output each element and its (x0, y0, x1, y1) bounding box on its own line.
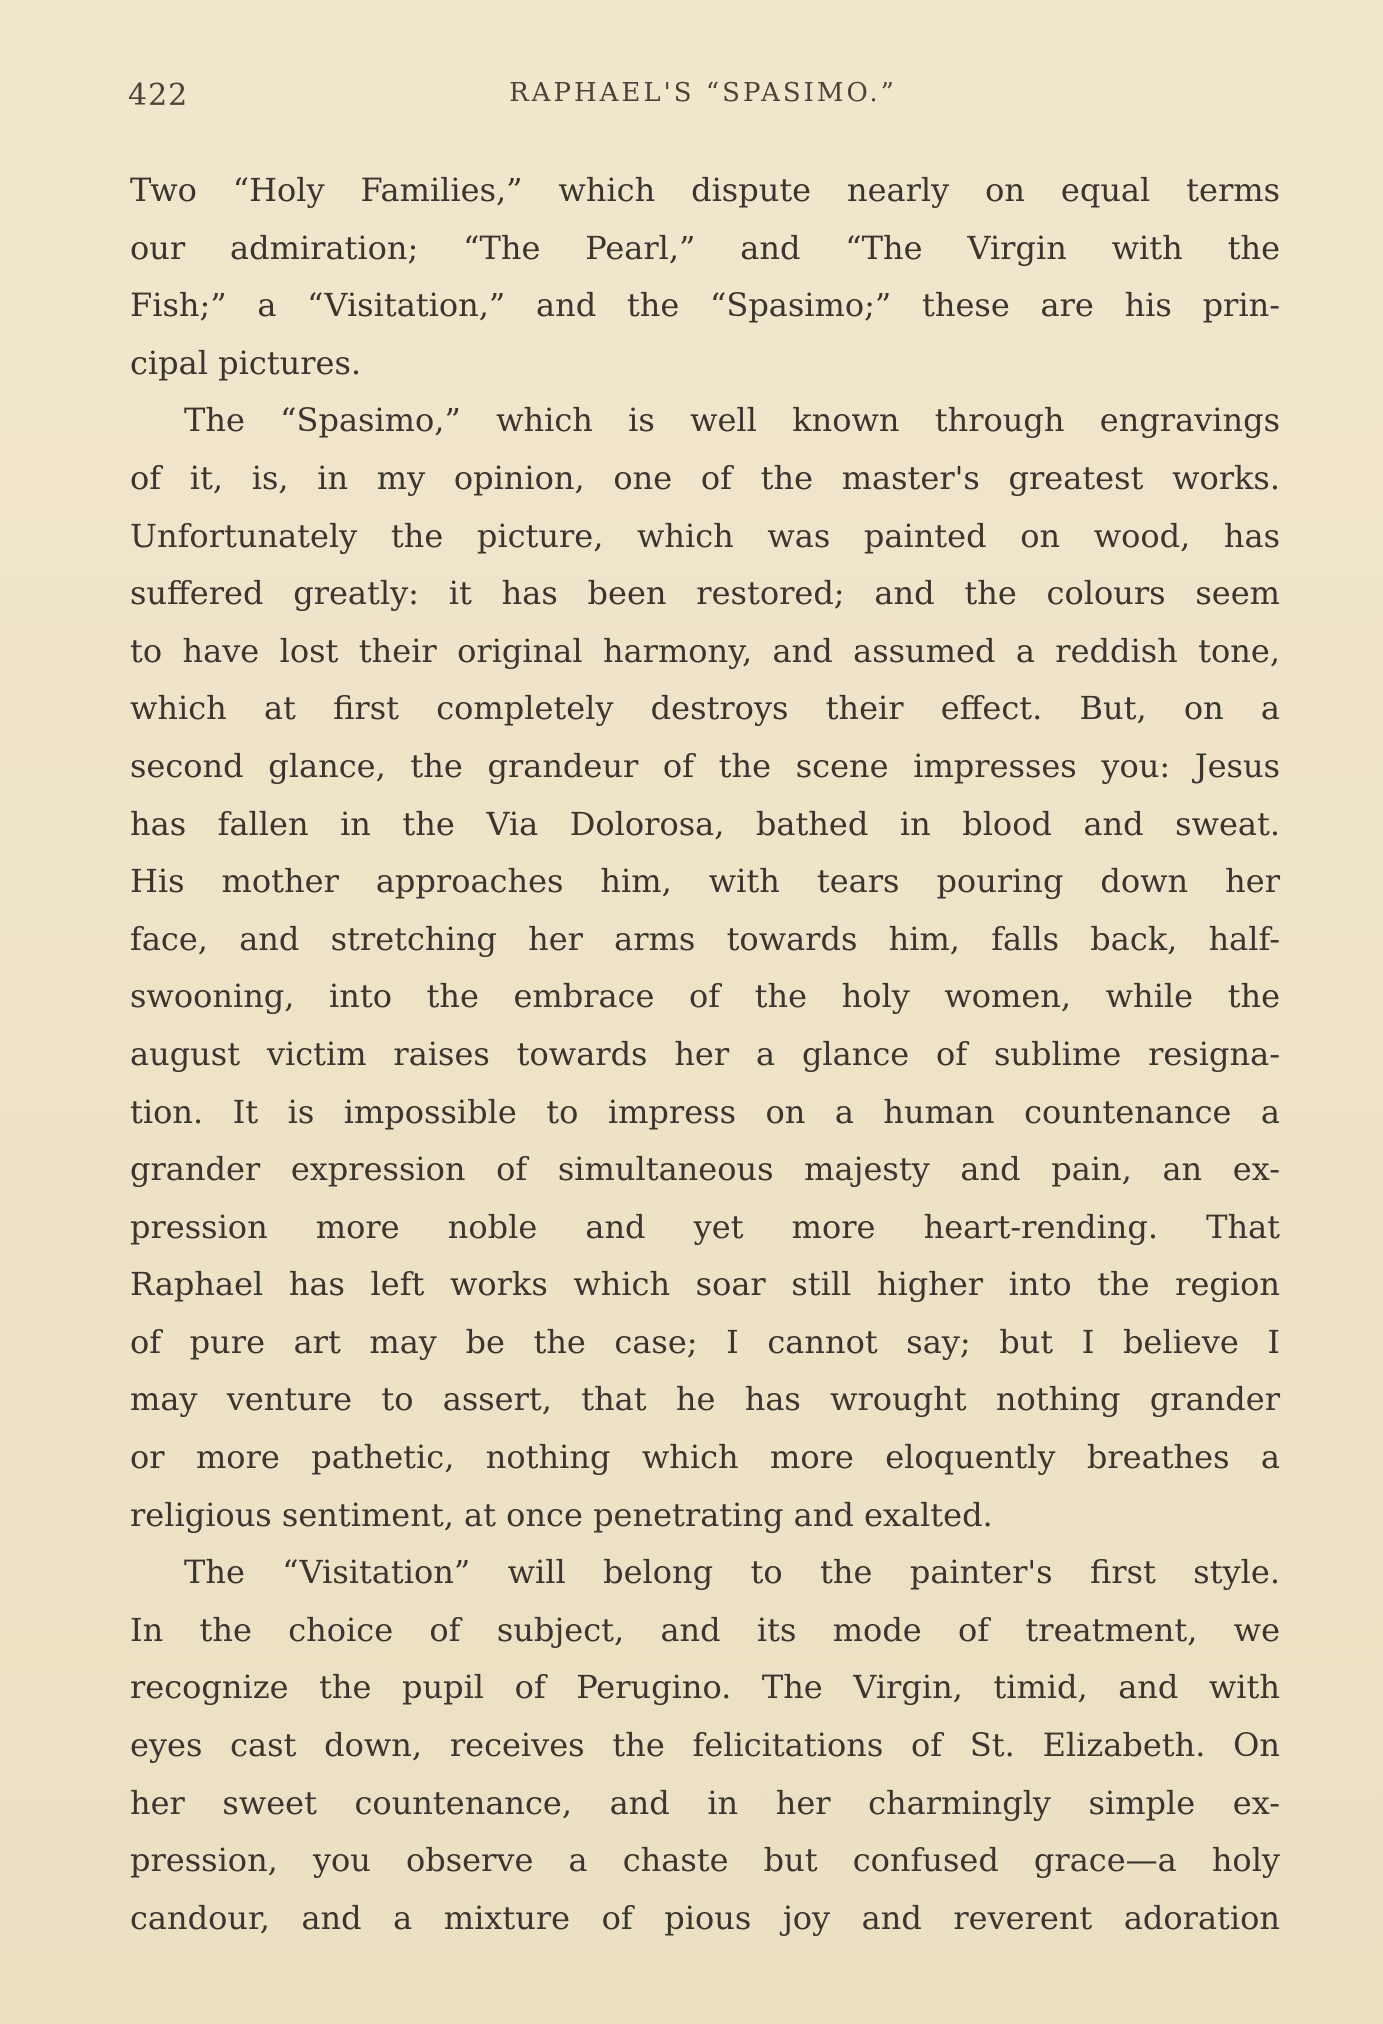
text-line: second glance, the grandeur of the scene impresses you: Jesus (130, 746, 1280, 785)
text-line: In the choice of subject, and its mode of treatment, we (130, 1610, 1280, 1649)
text-line: The “Visitation” will belong to the painter's first style. (184, 1553, 1280, 1592)
running-title: RAPHAEL'S “SPASIMO.” (509, 78, 897, 108)
text-line: swooning, into the embrace of the holy women, while the (130, 977, 1280, 1016)
text-line: Raphael has left works which soar still higher into the region (130, 1265, 1280, 1304)
text-line: august victim raises towards her a glance of sublime resigna- (130, 1034, 1280, 1073)
text-line: grander expression of simultaneous majesty and pain, an ex- (130, 1150, 1280, 1189)
body-text (130, 162, 1280, 1947)
text-line: of it, is, in my opinion, one of the master's greatest works. (130, 458, 1280, 497)
text-line: Unfortunately the picture, which was painted on wood, has (130, 516, 1280, 555)
text-line: candour, and a mixture of pious joy and reverent adoration (130, 1898, 1280, 1937)
text-line: face, and stretching her arms towards him, falls back, half- (130, 919, 1280, 958)
text-line: our admiration; “The Pearl,” and “The Virgin with the (130, 228, 1280, 267)
text-line: recognize the pupil of Perugino. The Virgin, timid, and with (130, 1668, 1280, 1707)
page-number: 422 (128, 78, 189, 113)
text-line: religious sentiment, at once penetrating and exalted. (130, 1495, 993, 1534)
text-line: eyes cast down, receives the felicitations of St. Elizabeth. On (130, 1726, 1280, 1765)
text-line: His mother approaches him, with tears pouring down her (130, 862, 1280, 901)
text-line: her sweet countenance, and in her charmingly simple ex- (130, 1783, 1280, 1822)
text-line: has fallen in the Via Dolorosa, bathed in blood and sweat. (130, 804, 1280, 843)
text-line: cipal pictures. (130, 343, 362, 382)
text-line: pression more noble and yet more heart-rending. That (130, 1207, 1280, 1246)
text-line: pression, you observe a chaste but confused grace—a holy (130, 1841, 1280, 1880)
text-line: which at first completely destroys their effect. But, on a (130, 689, 1280, 728)
text-line: or more pathetic, nothing which more eloquently breathes a (130, 1438, 1280, 1477)
text-line: of pure art may be the case; I cannot say; but I believe I (130, 1322, 1280, 1361)
text-line: tion. It is impossible to impress on a human countenance a (130, 1092, 1280, 1131)
text-line: Two “Holy Families,” which dispute nearly on equal terms (130, 171, 1280, 209)
running-head (128, 78, 1278, 128)
text-line: to have lost their original harmony, and assumed a reddish tone, (130, 631, 1280, 670)
text-line: may venture to assert, that he has wrought nothing grander (130, 1380, 1280, 1419)
text-line: The “Spasimo,” which is well known through engravings (184, 401, 1280, 440)
text-line: Fish;” a “Visitation,” and the “Spasimo;” these are his prin- (130, 286, 1280, 325)
text-line: suffered greatly: it has been restored; and the colours seem (130, 574, 1280, 613)
